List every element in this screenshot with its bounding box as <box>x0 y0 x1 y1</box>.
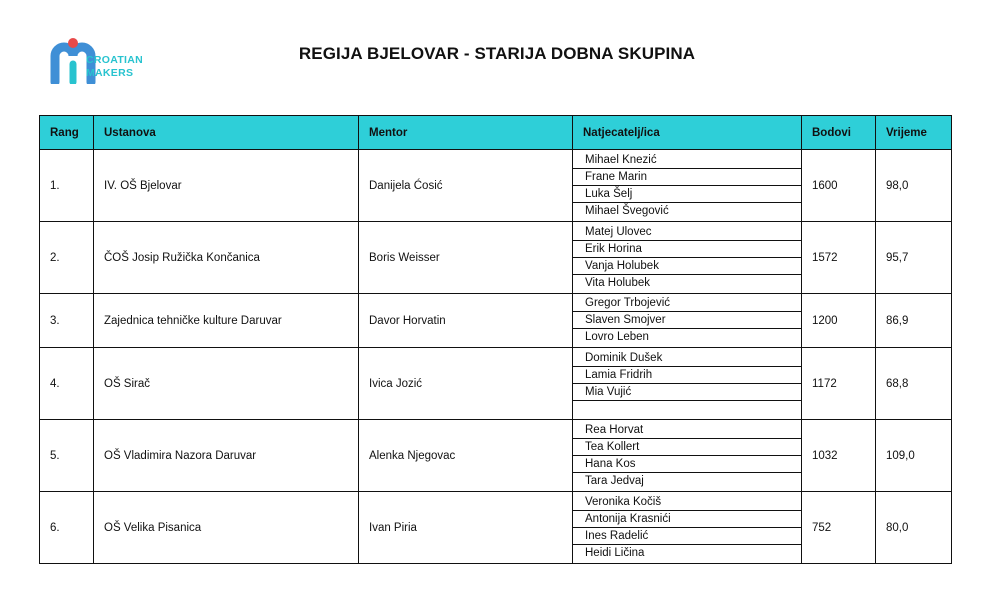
competitor-name: Mihael Švegović <box>585 204 669 217</box>
table-row <box>40 348 952 420</box>
time-cell: 80,0 <box>876 492 952 564</box>
competitor-name: Frane Marin <box>573 169 801 186</box>
time-cell: 68,8 <box>876 348 952 420</box>
table-row <box>40 294 952 348</box>
results-table <box>39 115 952 564</box>
competitor-name <box>573 401 801 418</box>
competitor-name: Mia Vujić <box>573 384 801 401</box>
rank-cell: 1. <box>40 150 94 222</box>
header-row <box>40 116 952 150</box>
competitor-name: Slaven Smojver <box>573 312 801 329</box>
page-title: REGIJA BJELOVAR - STARIJA DOBNA SKUPINA <box>298 44 696 63</box>
points-cell: 1032 <box>802 420 876 492</box>
competitor-name: Dominik Dušek <box>573 350 801 367</box>
points-cell: 1600 <box>802 150 876 222</box>
competitor-name: Veronika Kočiš <box>573 494 801 511</box>
institution-cell: OŠ Sirač <box>94 348 359 420</box>
competitor-name: Luka Šelj <box>573 186 801 203</box>
time-cell: 95,7 <box>876 222 952 294</box>
institution-cell: ČOŠ Josip Ružička Končanica <box>94 222 359 294</box>
competitor-name: Heidi Ličina <box>585 546 645 559</box>
points-cell: 752 <box>802 492 876 564</box>
rank-cell: 6. <box>40 492 94 564</box>
competitor-name: Erik Horina <box>573 241 801 258</box>
points-cell: 1200 <box>802 294 876 348</box>
members-cell <box>573 222 802 294</box>
competitor-name: Vanja Holubek <box>573 258 801 275</box>
rank-cell: 3. <box>40 294 94 348</box>
time-cell: 109,0 <box>876 420 952 492</box>
members-cell <box>573 348 802 420</box>
points-cell: 1572 <box>802 222 876 294</box>
competitor-name: Tara Jedvaj <box>585 474 644 487</box>
header-mentor: Mentor <box>359 116 573 150</box>
rank-cell: 5. <box>40 420 94 492</box>
members-cell <box>573 492 802 564</box>
institution-cell: Zajednica tehničke kulture Daruvar <box>94 294 359 348</box>
logo-line-1: CROATIAN <box>86 54 144 66</box>
mentor-cell: Danijela Ćosić <box>359 150 573 222</box>
header-institution: Ustanova <box>94 116 359 150</box>
header-points: Bodovi <box>802 116 876 150</box>
points-cell: 1172 <box>802 348 876 420</box>
header-time: Vrijeme <box>876 116 952 150</box>
table-row <box>40 492 952 564</box>
competitor-name: Gregor Trbojević <box>573 295 801 312</box>
members-cell <box>573 150 802 222</box>
competitor-name: Ines Radelić <box>573 528 801 545</box>
competitor-name: Matej Ulovec <box>573 224 801 241</box>
competitor-name: Antonija Krasnići <box>573 511 801 528</box>
table-row <box>40 150 952 222</box>
members-cell <box>573 420 802 492</box>
competitor-name: Mihael Knezić <box>573 152 801 169</box>
competitor-name: Lovro Leben <box>585 331 649 343</box>
header-rank: Rang <box>40 116 94 150</box>
competitor-name: Hana Kos <box>573 456 801 473</box>
mentor-cell: Boris Weisser <box>359 222 573 294</box>
table-row <box>40 420 952 492</box>
competitor-name: Vita Holubek <box>585 276 650 289</box>
rank-cell: 2. <box>40 222 94 294</box>
mentor-cell: Ivica Jozić <box>359 348 573 420</box>
competitor-name: Rea Horvat <box>573 422 801 439</box>
institution-cell: OŠ Velika Pisanica <box>94 492 359 564</box>
institution-cell: IV. OŠ Bjelovar <box>94 150 359 222</box>
table-row <box>40 222 952 294</box>
competitor-name: Lamia Fridrih <box>573 367 801 384</box>
rank-cell: 4. <box>40 348 94 420</box>
institution-cell: OŠ Vladimira Nazora Daruvar <box>94 420 359 492</box>
mentor-cell: Ivan Piria <box>359 492 573 564</box>
members-cell <box>573 294 802 348</box>
time-cell: 86,9 <box>876 294 952 348</box>
logo-line-2: MAKERS <box>86 67 134 79</box>
time-cell: 98,0 <box>876 150 952 222</box>
mentor-cell: Davor Horvatin <box>359 294 573 348</box>
competitor-name: Tea Kollert <box>573 439 801 456</box>
header-competitors: Natjecatelj/ica <box>573 116 802 150</box>
mentor-cell: Alenka Njegovac <box>359 420 573 492</box>
